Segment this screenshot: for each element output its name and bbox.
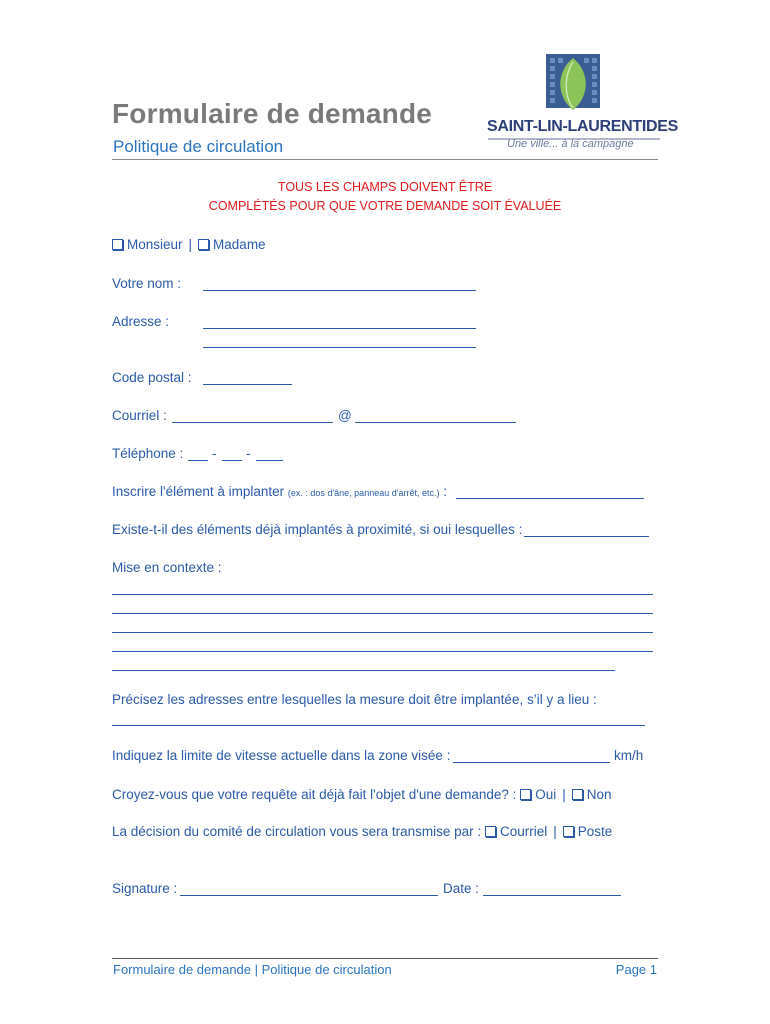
context-field-line[interactable] [112, 632, 653, 633]
separator: | [188, 237, 193, 252]
addresses-label: Précisez les adresses entre lesquelles la mesure doit être implantée, s’il y a lieu : [112, 692, 597, 707]
email-label: Courriel : [112, 408, 167, 423]
element-hint: (ex. : dos d'âne, panneau d'arrêt, etc.) [287, 488, 440, 498]
required-notice-line2: COMPLÉTÉS POUR QUE VOTRE DEMANDE SOIT ÉVALUÉE [208, 199, 562, 213]
date-field[interactable] [483, 895, 621, 896]
checkbox-non[interactable] [572, 789, 583, 800]
logo-wordmark: SAINT-LIN-LAURENTIDES [487, 118, 679, 135]
email-user-field[interactable] [172, 422, 333, 423]
element-question [112, 484, 447, 499]
postal-code-label: Code postal : [112, 370, 192, 385]
phone-dash: - [212, 446, 217, 461]
phone-dash: - [246, 446, 251, 461]
checkbox-monsieur[interactable] [112, 239, 123, 250]
civility-options [112, 237, 266, 252]
address-label: Adresse : [112, 314, 170, 329]
element-label: Inscrire l'élément à implanter [112, 484, 285, 499]
checkbox-oui[interactable] [520, 789, 531, 800]
context-field-line[interactable] [112, 651, 653, 652]
context-field-line[interactable] [112, 670, 615, 671]
logo-tagline: Une ville... à la campagne [507, 138, 634, 150]
existing-elements-field[interactable] [524, 536, 649, 537]
separator: | [562, 787, 566, 802]
option-oui-label: Oui [535, 787, 557, 802]
footer-title: Formulaire de demande | Politique de circulation [113, 962, 392, 977]
speed-unit: km/h [614, 748, 644, 763]
option-monsieur-label: Monsieur [127, 237, 183, 252]
phone-area-field[interactable] [188, 460, 208, 461]
transmission-question [112, 824, 612, 839]
date-label: Date : [443, 881, 480, 896]
addresses-field[interactable] [112, 725, 645, 726]
speed-label: Indiquez la limite de vitesse actuelle dans la zone visée : [112, 748, 451, 763]
phone-label: Téléphone : [112, 446, 184, 461]
name-label: Votre nom : [112, 276, 182, 291]
email-domain-field[interactable] [355, 422, 516, 423]
existing-elements-label: Existe-t-il des éléments déjà implantés à proximité, si oui lesquelles : [112, 522, 523, 537]
checkbox-courriel[interactable] [485, 826, 496, 837]
previous-request-question [112, 787, 611, 802]
required-notice-line1: TOUS LES CHAMPS DOIVENT ÊTRE [277, 180, 493, 194]
context-field-line[interactable] [112, 594, 653, 595]
header-divider [112, 159, 658, 160]
address-field-line1[interactable] [203, 328, 476, 329]
context-field-line[interactable] [112, 613, 653, 614]
signature-field[interactable] [180, 895, 438, 896]
option-courriel-label: Courriel [499, 824, 548, 839]
speed-field[interactable] [453, 762, 610, 763]
page-title: Formulaire de demande [112, 98, 433, 129]
transmission-label: La décision du comité de circulation vous sera transmise par : [112, 824, 482, 839]
phone-line-field[interactable] [256, 460, 283, 461]
option-poste-label: Poste [577, 824, 613, 839]
context-label: Mise en contexte : [112, 560, 222, 575]
page-number: Page 1 [615, 962, 657, 977]
footer-divider [112, 958, 658, 959]
option-non-label: Non [586, 787, 612, 802]
name-field[interactable] [203, 290, 476, 291]
address-field-line2[interactable] [203, 347, 476, 348]
element-colon: : [443, 484, 447, 499]
option-madame-label: Madame [213, 237, 266, 252]
separator: | [553, 824, 557, 839]
checkbox-madame[interactable] [198, 239, 209, 250]
previous-request-label: Croyez-vous que votre requête ait déjà fait l'objet d'une demande? : [112, 787, 517, 802]
page-subtitle: Politique de circulation [113, 137, 284, 156]
element-field[interactable] [456, 498, 644, 499]
phone-prefix-field[interactable] [222, 460, 242, 461]
signature-label: Signature : [112, 881, 178, 896]
email-at-sign: @ [338, 408, 352, 423]
checkbox-poste[interactable] [563, 826, 574, 837]
postal-code-field[interactable] [203, 384, 292, 385]
